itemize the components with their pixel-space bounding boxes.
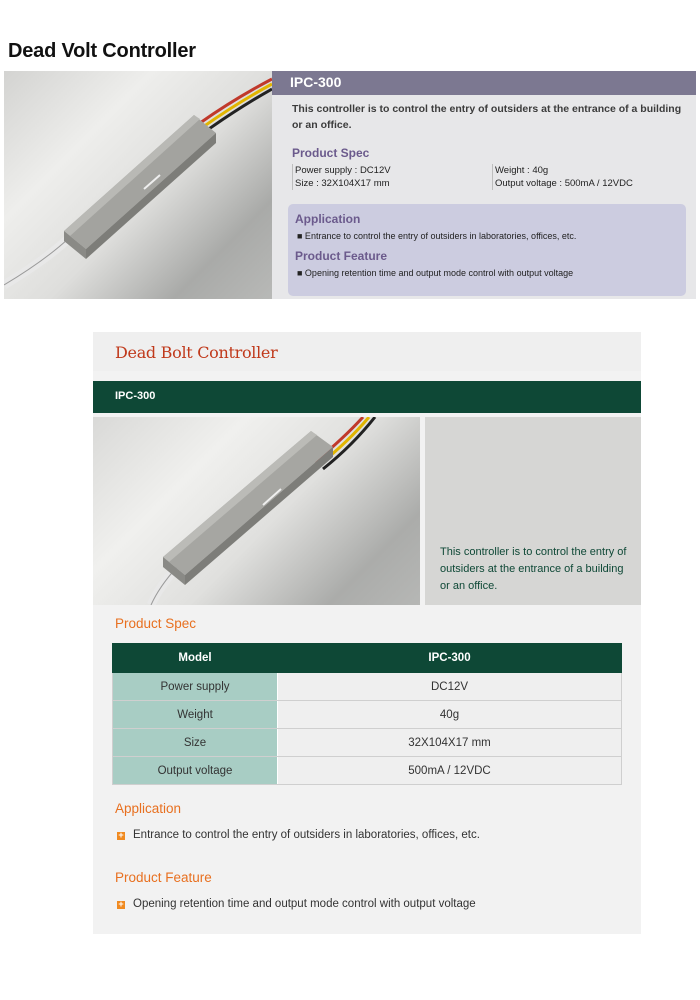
row-value: DC12V: [278, 673, 622, 701]
table-row: [113, 673, 622, 701]
row-key: Output voltage: [113, 757, 278, 785]
top-application-box: [288, 204, 686, 296]
spec-weight: Weight : 40g: [495, 165, 549, 176]
spec-table-header: [113, 644, 622, 673]
top-feature-text: ■ Opening retention time and output mode control with output voltage: [297, 268, 574, 278]
row-key: Power supply: [113, 673, 278, 701]
top-application-heading: Application: [295, 212, 361, 226]
top-feature-heading: Product Feature: [295, 249, 388, 263]
spec-table: [112, 643, 622, 785]
row-value: 32X104X17 mm: [278, 729, 622, 757]
top-application-text: ■ Entrance to control the entry of outsiders in laboratories, offices, etc.: [297, 231, 577, 241]
description-box: [425, 417, 641, 605]
header-model: Model: [113, 644, 278, 673]
card-header: [93, 332, 641, 371]
top-model-label: IPC-300: [290, 74, 342, 90]
card-title: Dead Bolt Controller: [115, 343, 278, 362]
table-row: [113, 729, 622, 757]
product-card: [93, 332, 641, 934]
top-info-panel: [272, 71, 696, 299]
controller-device-image: [4, 71, 272, 299]
top-spec-left: [292, 164, 391, 190]
product-photo: [93, 417, 420, 605]
spec-output-voltage: Output voltage : 500mA / 12VDC: [495, 178, 633, 189]
product-feature-heading: Product Feature: [115, 870, 212, 885]
feature-text: Opening retention time and output mode control with output voltage: [133, 898, 476, 910]
row-value: 500mA / 12VDC: [278, 757, 622, 785]
product-description: This controller is to control the entry of outsiders at the entrance of a building or an office.: [440, 546, 627, 592]
table-row: [113, 701, 622, 729]
row-key: Weight: [113, 701, 278, 729]
top-product-photo: [4, 71, 272, 299]
spec-power-supply: Power supply : DC12V: [295, 165, 391, 176]
top-spec-heading: Product Spec: [292, 146, 370, 160]
plus-bullet-icon: [117, 901, 125, 909]
row-value: 40g: [278, 701, 622, 729]
application-text: Entrance to control the entry of outsiders in laboratories, offices, etc.: [133, 829, 480, 841]
controller-device-image: [93, 417, 420, 605]
product-spec-heading: Product Spec: [115, 616, 197, 631]
spec-size: Size : 32X104X17 mm: [295, 178, 390, 189]
application-heading: Application: [115, 801, 182, 816]
row-key: Size: [113, 729, 278, 757]
top-page-title: Dead Volt Controller: [8, 40, 196, 62]
model-label: IPC-300: [115, 390, 156, 402]
top-description: This controller is to control the entry of outsiders at the entrance of a building or an office.: [292, 103, 682, 131]
top-model-bar: [272, 71, 696, 95]
top-spec-right: [492, 164, 633, 190]
model-bar: [93, 381, 641, 413]
plus-bullet-icon: [117, 832, 125, 840]
header-model-value: IPC-300: [278, 644, 622, 673]
table-row: [113, 757, 622, 785]
